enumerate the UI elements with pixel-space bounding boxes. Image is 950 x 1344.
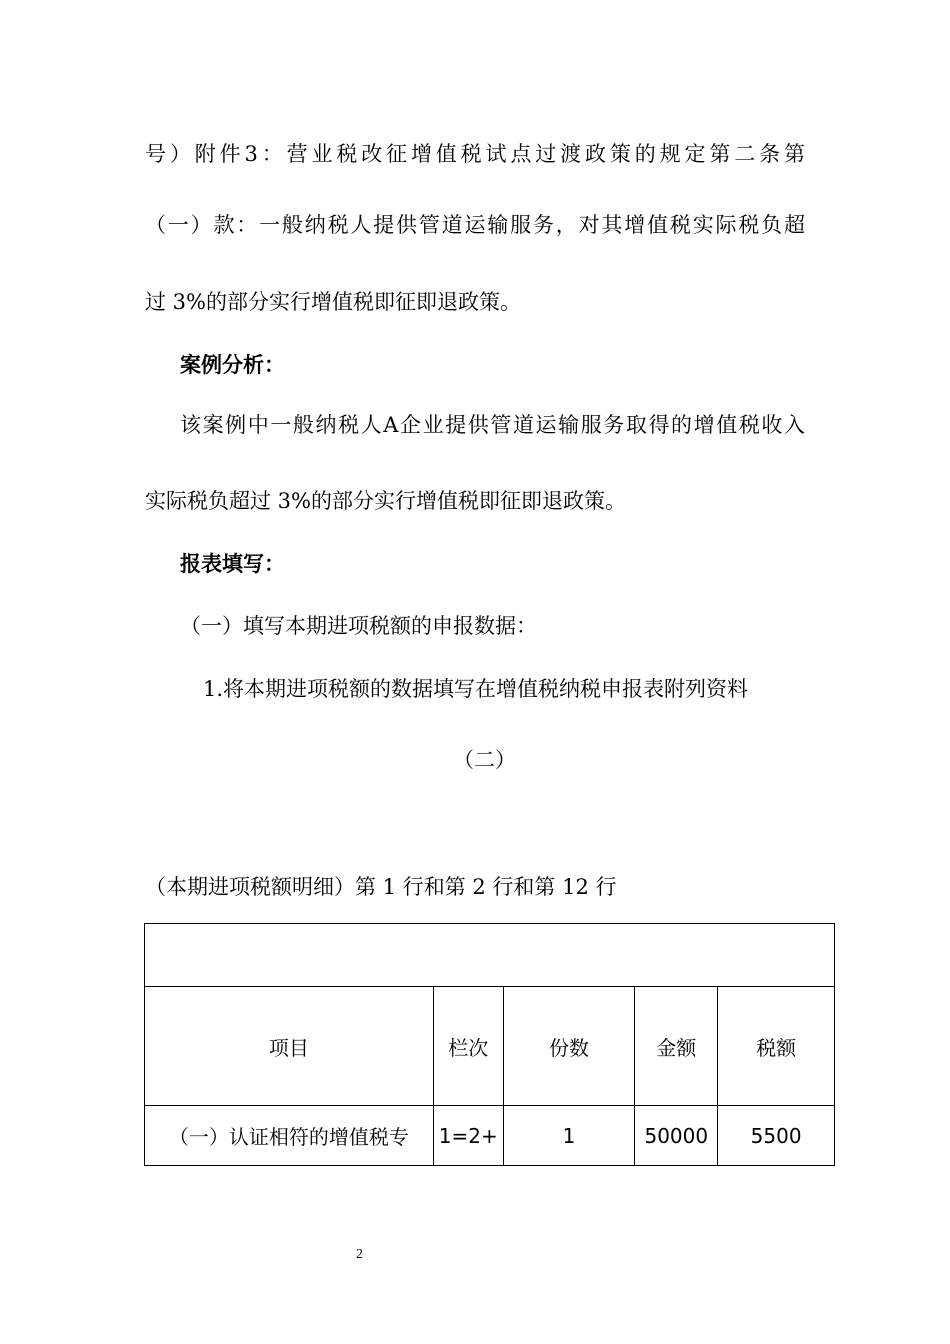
table-cell: 50000 xyxy=(635,1106,718,1166)
column-header: 栏次 xyxy=(433,987,503,1106)
table-cell: （一）认证相符的增值税专 xyxy=(145,1106,434,1166)
table-header-row xyxy=(145,987,835,1106)
column-header: 份数 xyxy=(503,987,635,1106)
table-caption: （本期进项税额明细）第 1 行和第 2 行和第 12 行 xyxy=(145,875,617,899)
column-header: 项目 xyxy=(145,987,434,1106)
paragraph-line: 实际税负超过 3%的部分实行增值税即征即退政策。 xyxy=(145,489,626,513)
step-item: 1.将本期进项税额的数据填写在增值税纳税申报表附列资料 xyxy=(203,677,749,701)
step-heading: （一）填写本期进项税额的申报数据： xyxy=(180,614,537,638)
column-header: 税额 xyxy=(718,987,835,1106)
table-cell: 5500 xyxy=(718,1106,835,1166)
input-tax-detail-table xyxy=(144,923,835,1166)
table-row xyxy=(145,1106,835,1166)
section-heading: 报表填写： xyxy=(180,551,285,576)
table-cell: 1=2+ xyxy=(433,1106,503,1166)
table-empty-cell xyxy=(145,924,835,987)
column-header: 金额 xyxy=(635,987,718,1106)
table-title-row xyxy=(145,924,835,987)
section-heading: 案例分析： xyxy=(180,352,285,377)
paragraph-line: 号）附件3：营业税改征增值税试点过渡政策的规定第二条第 xyxy=(145,142,805,166)
table-cell: 1 xyxy=(503,1106,635,1166)
paragraph-line: 过 3%的部分实行增值税即征即退政策。 xyxy=(145,290,521,314)
paragraph-line: （一）款：一般纳税人提供管道运输服务，对其增值税实际税负超 xyxy=(145,213,805,237)
page-number: 2 xyxy=(356,1247,363,1262)
step-item-continuation: （二） xyxy=(453,748,516,772)
paragraph-line: 该案例中一般纳税人A企业提供管道运输服务取得的增值税收入 xyxy=(180,413,805,437)
